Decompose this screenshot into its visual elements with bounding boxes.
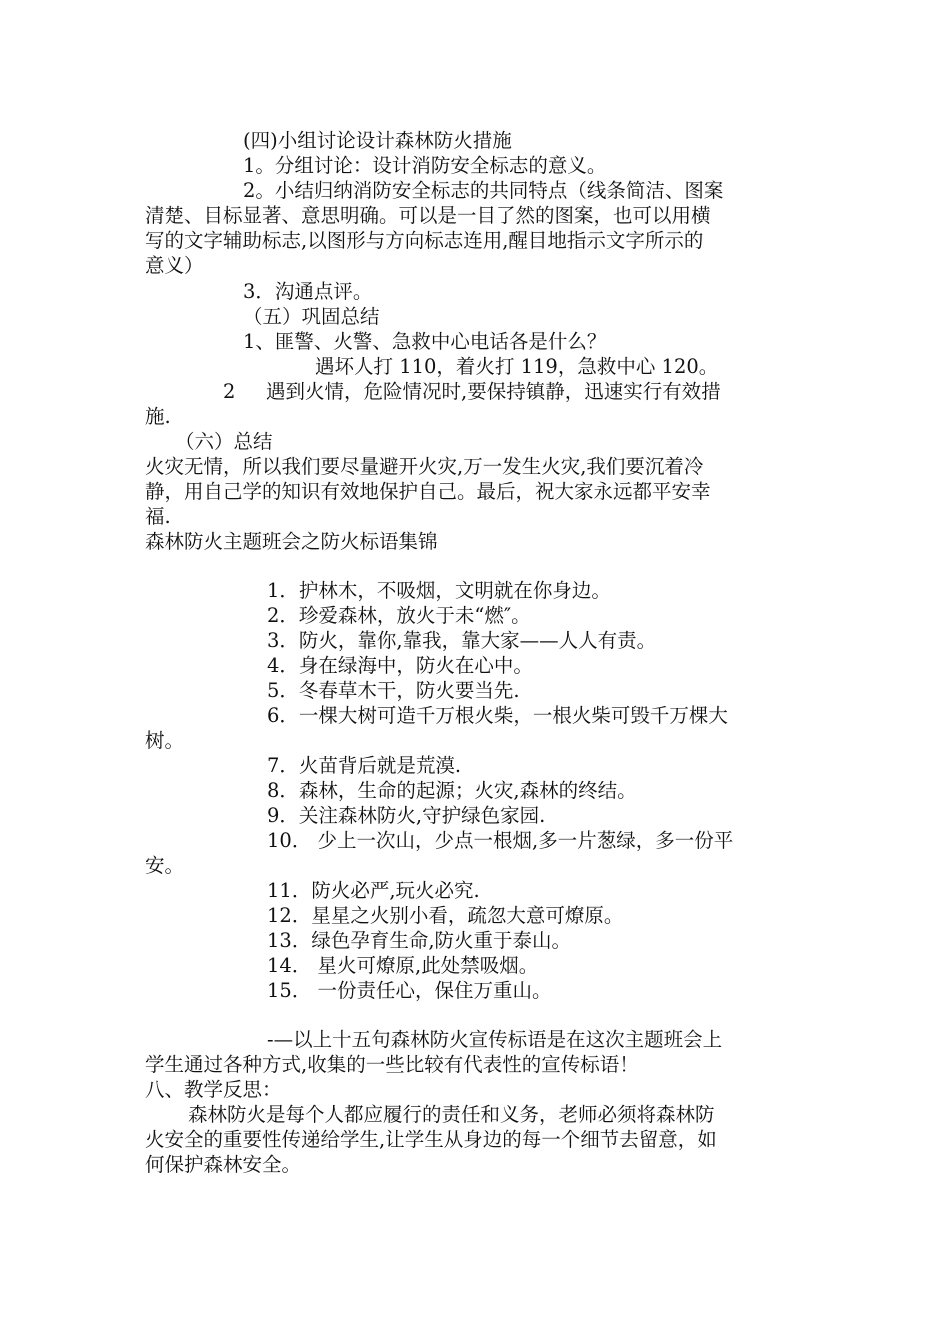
section-4-item-2-line-3: 写的文字辅助标志,以图形与方向标志连用,醒目地指示文字所示的	[145, 229, 704, 252]
slogan-14: 14． 星火可燎原,此处禁吸烟。	[267, 954, 539, 977]
slogans-note-line-2: 学生通过各种方式,收集的一些比较有代表性的宣传标语！	[145, 1053, 639, 1076]
slogan-10-line-1: 10． 少上一次山，少点一根烟,多一片葱绿，多一份平	[267, 829, 734, 852]
section-4-item-2-line-2: 清楚、目标显著、意思明确。可以是一目了然的图案，也可以用横	[145, 204, 711, 227]
slogan-7: 7．火苗背后就是荒漠.	[267, 754, 462, 777]
slogan-4: 4．身在绿海中，防火在心中。	[267, 654, 533, 677]
slogans-title: 森林防火主题班会之防火标语集锦	[145, 530, 438, 553]
section-6-paragraph-line-1: 火灾无情，所以我们要尽量避开火灾,万一发生火灾,我们要沉着冷	[145, 455, 704, 478]
slogan-2: 2．珍爱森林，放火于未“燃″。	[267, 604, 531, 627]
section-4-item-3: 3．沟通点评。	[243, 280, 373, 303]
reflection-paragraph-line-1: 森林防火是每个人都应履行的责任和义务，老师必须将森林防	[188, 1103, 715, 1126]
slogan-3: 3．防火，靠你,靠我，靠大家——人人有责。	[267, 629, 657, 652]
slogan-6-line-2: 树。	[145, 729, 185, 752]
reflection-paragraph-line-3: 何保护森林安全。	[145, 1153, 302, 1176]
section-4-item-2-line-4: 意义）	[145, 254, 204, 277]
section-5-heading: （五）巩固总结	[243, 305, 380, 328]
section-5-answer-1: 遇坏人打 110，着火打 119，急救中心 120。	[315, 355, 719, 378]
section-6-heading: （六）总结	[175, 430, 273, 453]
section-5-question-2-number: 2	[223, 380, 236, 403]
slogan-13: 13．绿色孕育生命,防火重于泰山。	[267, 929, 572, 952]
slogan-6-line-1: 6．一棵大树可造千万根火柴，一根火柴可毁千万棵大	[267, 704, 728, 727]
section-6-paragraph-line-3: 福.	[145, 505, 171, 528]
slogan-15: 15． 一份责任心，保住万重山。	[267, 979, 552, 1002]
slogan-10-line-2: 安。	[145, 854, 185, 877]
section-4-item-1: 1。分组讨论：设计消防安全标志的意义。	[243, 154, 607, 177]
slogan-11: 11．防火必严,玩火必究.	[267, 879, 480, 902]
section-5-question-2-line-2: 施.	[145, 405, 171, 428]
section-5-question-2-line-1: 遇到火情，危险情况时,要保持镇静，迅速实行有效措	[266, 380, 721, 403]
slogan-5: 5．冬春草木干，防火要当先.	[267, 679, 520, 702]
slogan-1: 1．护林木，不吸烟，文明就在你身边。	[267, 579, 611, 602]
slogans-note-line-1: -—以上十五句森林防火宣传标语是在这次主题班会上	[267, 1028, 723, 1051]
reflection-heading: 八、教学反思：	[145, 1078, 282, 1101]
section-4-heading: (四)小组讨论设计森林防火措施	[243, 129, 512, 152]
slogan-9: 9．关注森林防火,守护绿色家园.	[267, 804, 546, 827]
reflection-paragraph-line-2: 火安全的重要性传递给学生,让学生从身边的每一个细节去留意，如	[145, 1128, 717, 1151]
section-5-question-1: 1、匪警、火警、急救中心电话各是什么？	[243, 330, 607, 353]
slogan-8: 8．森林，生命的起源；火灾,森林的终结。	[267, 779, 637, 802]
section-4-item-2-line-1: 2。小结归纳消防安全标志的共同特点（线条简洁、图案	[243, 179, 724, 202]
slogan-12: 12．星星之火别小看，疏忽大意可燎原。	[267, 904, 624, 927]
section-6-paragraph-line-2: 静，用自己学的知识有效地保护自己。最后，祝大家永远都平安幸	[145, 480, 711, 503]
